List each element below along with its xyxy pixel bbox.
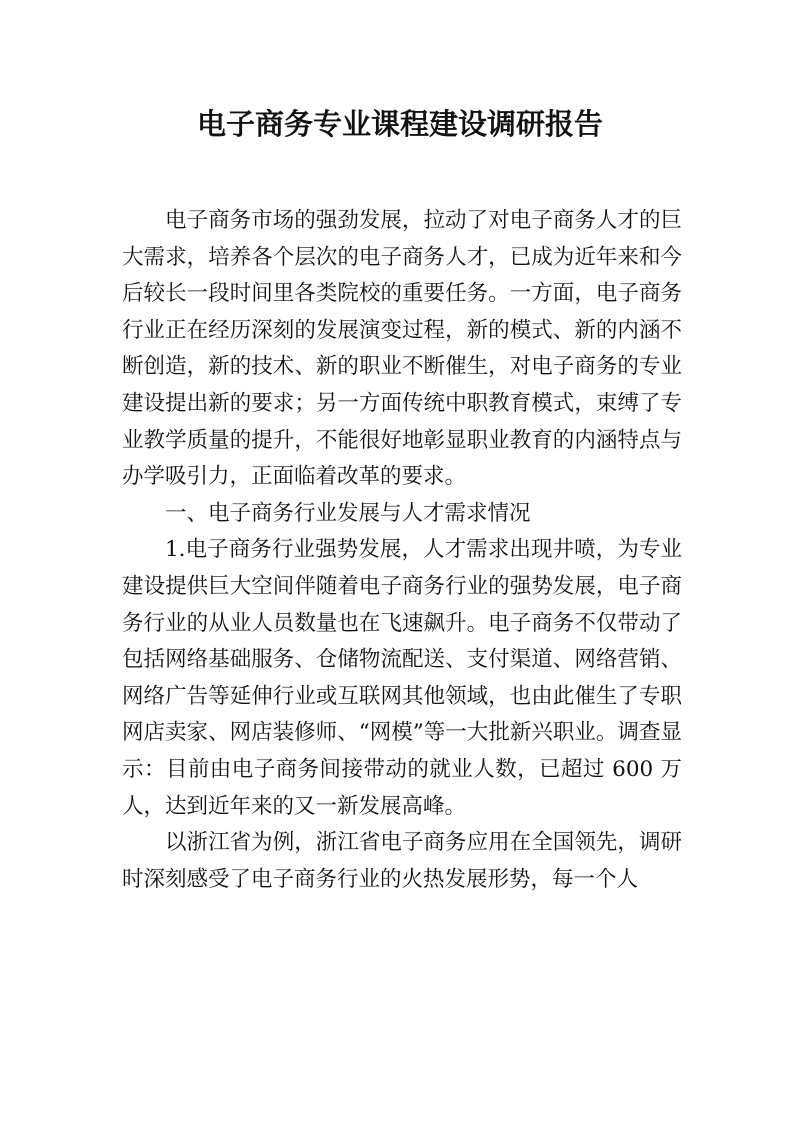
- section-heading-1: 一、电子商务行业发展与人才需求情况: [165, 500, 531, 526]
- document-body: [122, 203, 682, 898]
- paragraph-zhejiang-example: 以浙江省为例，浙江省电子商务应用在全国领先，调研时深刻感受了电子商务行业的火热发展形势，每一个人: [122, 830, 682, 892]
- document-title: 电子商务专业课程建设调研报告: [196, 107, 603, 141]
- paragraph-intro: 电子商务市场的强劲发展，拉动了对电子商务人才的巨大需求，培养各个层次的电子商务人才，已成为近年来和今后较长一段时间里各类院校的重要任务。一方面，电子商务行业正在经历深刻的发展演变过程，新的模式、新的内涵不断创造，新的技术、新的职业不断催生，对电子商务的专业建设提出新的要求；另一方面传统中职教育模式，束缚了专业教学质量的提升，不能很好地彰显职业教育的内涵特点与办学吸引力，正面临着改革的要求。: [122, 208, 682, 490]
- paragraph-industry-growth: 1.电子商务行业强势发展，人才需求出现井喷，为专业建设提供巨大空间伴随着电子商务行业的强势发展，电子商务行业的从业人员数量也在飞速飙升。电子商务不仅带动了包括网络基础服务、仓储物流配送、支付渠道、网络营销、网络广告等延伸行业或互联网其他领域，也由此催生了专职网店卖家、网店装修师、“网模”等一大批新兴职业。调查显示：目前由电子商务间接带动的就业人数，已超过 600 万人，达到近年来的又一新发展高峰。: [122, 537, 682, 819]
